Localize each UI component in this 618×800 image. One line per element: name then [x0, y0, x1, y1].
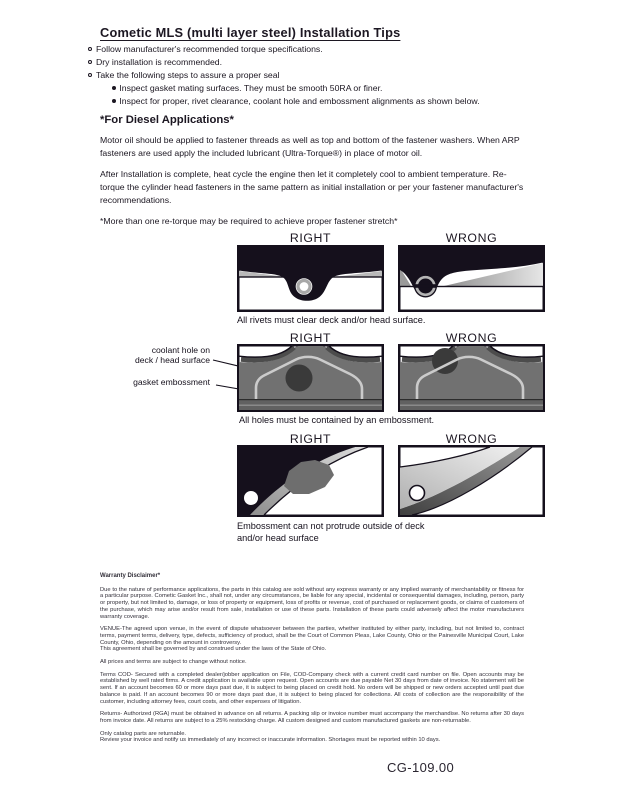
right-label: RIGHT: [289, 432, 332, 446]
list-item: [112, 95, 558, 108]
tip-text: Inspect for proper, rivet clearance, coolant hole and embossment alignments as shown below.: [119, 96, 480, 106]
rivet-right-illustration: [237, 245, 384, 313]
tip-text: Take the following steps to assure a proper seal: [96, 70, 280, 80]
list-item: [88, 56, 558, 69]
diagram-caption: All rivets must clear deck and/or head surface.: [237, 315, 426, 325]
tip-text: Follow manufacturer's recommended torque specifications.: [96, 44, 323, 54]
annotation-text: deck / head surface: [134, 354, 210, 365]
circle-bullet-icon: [88, 47, 92, 51]
list-item: [112, 82, 558, 95]
warranty-disclaimer-section: [100, 573, 524, 750]
legal-paragraph: Terms COD- Secured with a completed dealer/jobber application on File, COD-Company check with a current credit card number on file. Open accounts may be established by well rated firms. A credit application is available upon request. Open accounts are due payable Net 30 days from date of invoice. No statement will be sent. If an account becomes 60 or more days past due, it is subject to being placed on credit hold. No orders will be shipped or new orders accepted until past due balance is paid. If an account becomes 90 or more days past due, it is subject to being placed for collections. All costs of collection are the responsibility of the customer, including attorney fees, court costs, and other expenses of litigation.: [100, 671, 524, 705]
circle-bullet-icon: [88, 73, 92, 77]
warranty-heading: Warranty Disclaimer*: [100, 573, 161, 579]
embossment-right-diagram: [237, 344, 384, 412]
annotation-text: gasket embossment: [133, 377, 210, 387]
paragraph: Motor oil should be applied to fastener threads as well as top and bottom of the fastener washers. When ARP fasteners are used apply the included lubricant (Ultra-Torque®) in place of motor oil.: [100, 135, 520, 158]
legal-text: VENUE-The agreed upon venue, in the event of dispute whatsoever between the parties, whether instituted by either party, including, but not limited to, contract terms, payment terms, delivery, type, defects, sufficiency of product, shall be the Court of Common Pleas, Lake County, Ohio or the Painesville Municipal Court, Lake County, Ohio, depending on the amount in controversy.: [100, 626, 524, 646]
rivet-right-diagram: [237, 245, 384, 313]
wrong-label: WRONG: [445, 231, 498, 245]
dot-bullet-icon: [112, 86, 116, 90]
legal-paragraph: Returns- Authorized (RGA) must be obtained in advance on all returns. A packing slip or invoice number must accompany the merchandise. No returns after 30 days from invoice date. All returns are subject to a 25% restocking charge. All custom designed and custom manufactured gaskets are non-returnable.: [100, 711, 524, 724]
legal-text: Review your invoice and notify us immediately of any incorrect or inaccurate information. Shortages must be reported within 10 days.: [100, 737, 441, 744]
protrusion-right-diagram: [237, 445, 384, 517]
protrusion-wrong-illustration: [398, 445, 545, 517]
protrusion-wrong-diagram: [398, 445, 545, 517]
legal-text: This agreement shall be governed by and construed under the laws of the State of Ohio.: [100, 646, 327, 653]
wrong-label: WRONG: [445, 432, 498, 446]
installation-tips-list: [88, 43, 558, 108]
embossment-right-illustration: [237, 344, 384, 412]
caption-line: and/or head surface: [237, 532, 319, 543]
gasket-embossment-annotation: [114, 378, 210, 388]
protrusion-right-illustration: [237, 445, 384, 517]
legal-paragraph: [100, 731, 524, 744]
legal-paragraph: Due to the nature of performance applications, the parts in this catalog are sold without any express warranty or any implied warranty of merchantability or fitness for a particular purpose. Cometic Gasket Inc., shall not, under any circumstances, be liable for any special, incidental or consequential damages, including, person, party or property, but not limited to, damage, or loss of property or equipment, loss of profits or revenue, cost of purchased or replacement goods, or claims of customers of the purchase, which may arise and/or result from sale, installation or use of these parts. Installation of these parts could adversely affect the motor manufacturers warranty coverage.: [100, 586, 524, 620]
legal-text: Only catalog parts are returnable.: [100, 730, 187, 737]
legal-paragraph: [100, 626, 524, 653]
page-title: Cometic MLS (multi layer steel) Installation Tips: [100, 25, 401, 40]
tip-text: Dry installation is recommended.: [96, 57, 223, 67]
right-label: RIGHT: [289, 231, 332, 245]
list-item: [88, 43, 558, 56]
embossment-wrong-diagram: [398, 344, 545, 412]
legal-paragraph: All prices and terms are subject to change without notice.: [100, 659, 247, 666]
tip-text: Inspect gasket mating surfaces. They must be smooth 50RA or finer.: [119, 83, 383, 93]
coolant-hole-annotation: [114, 346, 210, 365]
section-heading: *For Diesel Applications*: [100, 114, 234, 126]
rivet-wrong-diagram: [398, 245, 545, 313]
dot-bullet-icon: [112, 99, 116, 103]
wrong-label: WRONG: [445, 331, 498, 345]
paragraph: *More than one re-torque may be required to achieve proper fastener stretch*: [100, 216, 398, 226]
embossment-wrong-illustration: [398, 344, 545, 412]
diagram-caption: All holes must be contained by an embossment.: [239, 415, 435, 425]
annotation-text: coolant hole on: [151, 345, 210, 355]
diesel-applications-section: [100, 114, 524, 236]
list-item: [88, 69, 558, 82]
page-number: CG-109.00: [387, 760, 455, 775]
rivet-wrong-illustration: [398, 245, 545, 313]
right-label: RIGHT: [289, 331, 332, 345]
circle-bullet-icon: [88, 60, 92, 64]
diagram-caption: [237, 521, 424, 544]
paragraph: After Installation is complete, heat cycle the engine then let it completely cool to ambient temperature. Re-torque the cylinder head fasteners in the same pattern as initial installation or per your fastener manufacturer's recommendations.: [100, 169, 524, 205]
caption-line: Embossment can not protrude outside of deck: [237, 521, 425, 531]
